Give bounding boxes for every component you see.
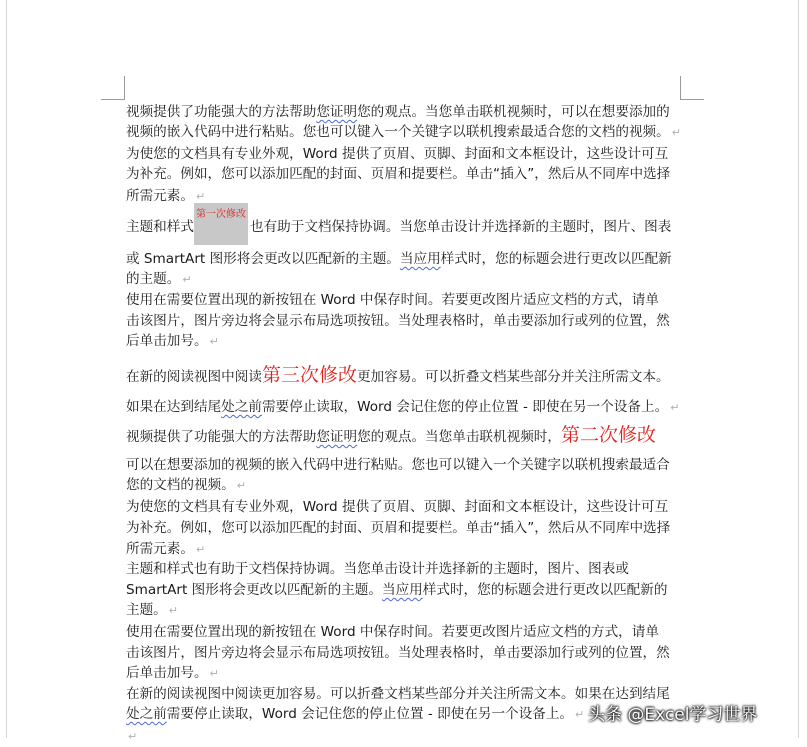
margin-mark-top-left-v xyxy=(124,76,125,100)
text-line[interactable] xyxy=(126,365,670,387)
text-line[interactable] xyxy=(126,186,205,207)
text-run: 视频提供了功能强大的方法帮助 xyxy=(126,104,317,120)
paragraph-mark-icon: ↵ xyxy=(168,604,178,617)
spellcheck-flagged-text: 当应用 xyxy=(399,251,441,267)
margin-mark-top-left xyxy=(101,99,125,100)
text-line[interactable] xyxy=(126,559,629,579)
text-line[interactable] xyxy=(126,455,670,475)
paragraph-mark-icon: ↵ xyxy=(670,401,680,414)
spellcheck-flagged-text: 处之前 xyxy=(126,706,167,722)
revision-text: 第三次修改 xyxy=(261,364,357,386)
text-run: 使用在需要位置出现的新按钮在 Word 中保存时间。若要更改图片适应文档的方式，请单 xyxy=(126,624,659,640)
margin-mark-top-right xyxy=(680,99,704,100)
inserted-revision-label: 第一次修改 xyxy=(196,209,246,220)
text-run: 后单击加号。 xyxy=(126,665,208,681)
text-run: 所需元素。 xyxy=(126,188,194,204)
text-run: 样式时，您的标题会进行更改以匹配新的 xyxy=(422,582,668,598)
text-line[interactable] xyxy=(126,290,659,310)
text-line[interactable] xyxy=(126,397,679,418)
text-line[interactable] xyxy=(126,580,667,600)
text-line[interactable] xyxy=(126,643,670,663)
margin-mark-top-right-v xyxy=(680,76,681,100)
paragraph-mark-icon: ↵ xyxy=(209,667,219,680)
text-line[interactable] xyxy=(126,600,178,621)
text-run: 在新的阅读视图中阅读 xyxy=(126,369,262,385)
text-run: 视频的嵌入代码中进行粘贴。您也可以键入一个关键字以联机搜索最适合您的文档的视频。 xyxy=(126,124,670,140)
text-run: 主题。 xyxy=(126,602,167,618)
text-line[interactable] xyxy=(126,164,670,184)
text-line[interactable] xyxy=(126,539,205,560)
text-run: 您的观点。当您单击联机视频时，可以在想要添加的 xyxy=(357,104,670,120)
text-line[interactable] xyxy=(126,249,672,269)
text-line[interactable] xyxy=(126,622,659,642)
text-line[interactable] xyxy=(126,497,668,517)
page-edge-right xyxy=(798,0,799,738)
page-edge-left xyxy=(6,0,7,738)
text-run: 主题和样式也有助于文档保持协调。当您单击设计并选择新的主题时，图片、图表或 xyxy=(126,561,629,577)
text-run: 为补充。例如，您可以添加匹配的封面、页眉和提要栏。单击“插入”，然后从不同库中选择 xyxy=(126,520,671,536)
paragraph-mark-icon: ↵ xyxy=(236,479,246,492)
paragraph-mark-icon: ↵ xyxy=(195,543,206,556)
text-run: 后单击加号。 xyxy=(126,333,208,349)
text-line[interactable] xyxy=(126,122,681,143)
text-run: 为使您的文档具有专业外观，Word 提供了页眉、页脚、封面和文本框设计，这些设计可互 xyxy=(126,499,669,515)
paragraph-mark-icon: ↵ xyxy=(671,126,681,139)
spellcheck-flagged-text: 您证明 xyxy=(316,429,358,445)
text-line[interactable] xyxy=(126,269,192,290)
text-run: 需要停止读取，Word 会记住您的停止位置 - 即使在另一个设备上。 xyxy=(261,399,669,415)
text-line[interactable] xyxy=(126,726,137,747)
text-line[interactable] xyxy=(126,663,219,684)
text-run: 也有助于文档保持协调。当您单击设计并选择新的主题时，图片、图表 xyxy=(249,219,672,235)
text-line[interactable] xyxy=(126,311,670,331)
text-run: 为补充。例如，您可以添加匹配的封面、页眉和提要栏。单击“插入”，然后从不同库中选择 xyxy=(126,166,671,182)
text-line[interactable] xyxy=(126,475,246,496)
text-run: 样式时，您的标题会进行更改以匹配新 xyxy=(440,251,672,267)
text-run: 的主题。 xyxy=(126,271,181,287)
text-line[interactable] xyxy=(126,331,219,352)
spellcheck-flagged-text: 您证明 xyxy=(316,104,358,120)
text-run: 主题和样式 xyxy=(126,219,194,235)
text-line[interactable] xyxy=(126,102,670,122)
text-run: 您的文档的视频。 xyxy=(126,477,235,493)
paragraph-mark-icon: ↵ xyxy=(575,708,585,721)
text-line[interactable] xyxy=(126,425,656,447)
text-run: 更加容易。可以折叠文档某些部分并关注所需文本。 xyxy=(356,369,670,385)
text-run: 视频提供了功能强大的方法帮助 xyxy=(126,429,317,445)
text-run: 如果在达到结尾 xyxy=(126,399,222,415)
watermark: 头条 @Excel学习世界 xyxy=(588,705,758,725)
text-line[interactable] xyxy=(126,217,671,237)
paragraph-mark-icon: ↵ xyxy=(195,190,206,203)
text-run: 使用在需要位置出现的新按钮在 Word 中保存时间。若要更改图片适应文档的方式，请单 xyxy=(126,292,659,308)
text-line[interactable] xyxy=(126,144,668,164)
text-run: 击该图片，图片旁边将会显示布局选项按钮。当处理表格时，单击要添加行或列的位置，然 xyxy=(126,313,670,329)
paragraph-mark-icon: ↵ xyxy=(182,273,192,286)
text-run: 击该图片，图片旁边将会显示布局选项按钮。当处理表格时，单击要添加行或列的位置，然 xyxy=(126,645,670,661)
text-run: 或 SmartArt 图形将会更改以匹配新的主题。 xyxy=(126,251,400,267)
text-run: 所需元素。 xyxy=(126,541,194,557)
text-run: 为使您的文档具有专业外观，Word 提供了页眉、页脚、封面和文本框设计，这些设计可互 xyxy=(126,146,669,162)
spellcheck-flagged-text: 处之前 xyxy=(221,399,262,415)
paragraph-mark-icon: ↵ xyxy=(209,335,219,348)
text-line[interactable] xyxy=(126,704,584,725)
spellcheck-flagged-text: 当应用 xyxy=(381,582,423,598)
text-run: 可以在想要添加的视频的嵌入代码中进行粘贴。您也可以键入一个关键字以联机搜索最适合 xyxy=(126,457,670,473)
text-run: 在新的阅读视图中阅读更加容易。可以折叠文档某些部分并关注所需文本。如果在达到结尾 xyxy=(126,686,670,702)
text-line[interactable] xyxy=(126,518,670,538)
text-run: 您的观点。当您单击联机视频时， xyxy=(357,429,561,445)
text-run: SmartArt 图形将会更改以匹配新的主题。 xyxy=(126,582,382,598)
revision-text: 第二次修改 xyxy=(561,424,657,446)
text-run: 需要停止读取，Word 会记住您的停止位置 - 即使在另一个设备上。 xyxy=(166,706,574,722)
paragraph-mark-icon: ↵ xyxy=(128,730,138,743)
